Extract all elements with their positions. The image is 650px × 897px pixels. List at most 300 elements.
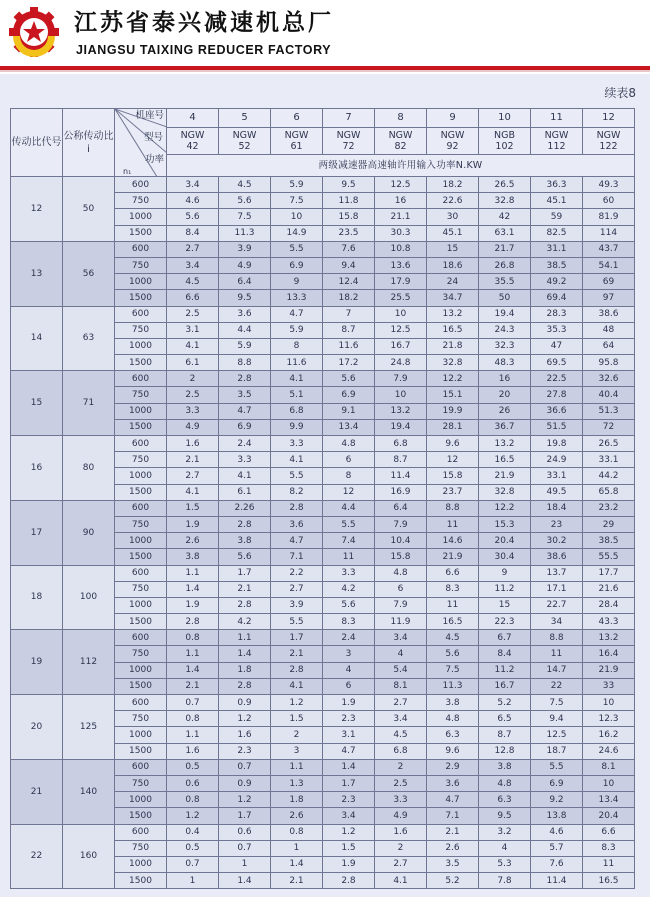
input-speed-cell: 1500 [115,484,167,500]
model-cell [427,128,479,155]
input-speed-cell: 1500 [115,743,167,759]
power-value-cell: 8.8 [219,355,271,371]
power-value-cell: 1.8 [219,662,271,678]
power-value-cell: 14.7 [531,662,583,678]
model-size: 61 [290,141,303,152]
power-value-cell: 2.7 [375,695,427,711]
power-value-cell: 32.6 [583,371,635,387]
power-value-cell: 4.8 [479,775,531,791]
model-cell [219,128,271,155]
power-value-cell: 11 [427,597,479,613]
power-value-cell: 5.5 [271,468,323,484]
power-value-cell: 21.1 [375,209,427,225]
power-value-cell: 32.8 [479,484,531,500]
power-value-cell: 24.9 [531,452,583,468]
frame-number-cell: 5 [219,109,271,128]
power-value-cell: 29 [583,516,635,532]
model-size: 52 [238,141,251,152]
power-value-cell: 6.8 [375,743,427,759]
ratio-code-header: 传动比代号 [11,109,63,177]
input-speed-cell: 750 [115,840,167,856]
power-value-cell: 9.5 [219,290,271,306]
model-cell [583,128,635,155]
power-value-cell: 2.8 [323,873,375,889]
power-value-cell: 1 [167,873,219,889]
power-value-cell: 18.6 [427,257,479,273]
power-value-cell: 51.5 [531,419,583,435]
power-value-cell: 33 [583,678,635,694]
power-value-cell: 6.9 [531,775,583,791]
power-value-cell: 1.7 [219,565,271,581]
power-value-cell: 0.8 [167,792,219,808]
power-value-cell: 50 [479,290,531,306]
power-value-cell: 47 [531,338,583,354]
model-cell [271,128,323,155]
power-value-cell: 10 [375,387,427,403]
power-value-cell: 21.8 [427,338,479,354]
power-value-cell: 2 [167,371,219,387]
power-value-cell: 16.7 [479,678,531,694]
power-value-cell: 97 [583,290,635,306]
power-value-cell: 19.4 [479,306,531,322]
power-value-cell: 11.4 [531,873,583,889]
input-speed-cell: 750 [115,452,167,468]
power-value-cell: 3 [271,743,323,759]
power-value-cell: 8.3 [583,840,635,856]
model-cell [323,128,375,155]
power-value-cell: 6.4 [375,500,427,516]
frame-number-cell: 12 [583,109,635,128]
power-value-cell: 17.9 [375,274,427,290]
model-series: NGW [596,130,621,141]
power-value-cell: 0.8 [271,824,323,840]
nominal-ratio-cell: 71 [63,371,115,436]
power-value-cell: 7.5 [427,662,479,678]
power-value-cell: 22.5 [531,371,583,387]
power-value-cell: 4.9 [167,419,219,435]
power-value-cell: 51.3 [583,403,635,419]
power-value-cell: 4.1 [167,484,219,500]
power-value-cell: 14.6 [427,533,479,549]
power-value-cell: 21.6 [583,581,635,597]
input-speed-cell: 1000 [115,856,167,872]
input-speed-cell: 1000 [115,533,167,549]
power-value-cell: 35.5 [479,274,531,290]
power-value-cell: 15 [479,597,531,613]
power-value-cell: 22 [531,678,583,694]
model-series: NGW [180,130,205,141]
power-value-cell: 20.4 [479,533,531,549]
power-value-cell: 6.7 [479,630,531,646]
power-value-cell: 13.6 [375,257,427,273]
power-value-cell: 9 [479,565,531,581]
power-value-cell: 12.8 [479,743,531,759]
power-value-cell: 12.4 [323,274,375,290]
power-value-cell: 21.9 [479,468,531,484]
power-value-cell: 7.9 [375,516,427,532]
power-value-cell: 69.4 [531,290,583,306]
power-value-cell: 63.1 [479,225,531,241]
frame-number-cell: 11 [531,109,583,128]
power-value-cell: 33.1 [531,468,583,484]
power-value-cell: 6.6 [583,824,635,840]
power-value-cell: 4.5 [167,274,219,290]
power-value-cell: 1 [219,856,271,872]
power-value-cell: 3.8 [427,695,479,711]
model-size: 72 [342,141,355,152]
power-value-cell: 4.1 [271,452,323,468]
power-value-cell: 11 [323,549,375,565]
power-value-cell: 23.2 [583,500,635,516]
power-value-cell: 4.7 [323,743,375,759]
power-value-cell: 4.1 [375,873,427,889]
table-row [11,630,635,646]
power-value-cell: 69.5 [531,355,583,371]
power-value-cell: 16.7 [375,338,427,354]
gear-star-logo-icon [8,6,60,58]
power-value-cell: 26.5 [583,436,635,452]
power-value-cell: 1.3 [271,775,323,791]
power-value-cell: 19.4 [375,419,427,435]
frame-number-cell: 4 [167,109,219,128]
input-speed-cell: 750 [115,646,167,662]
power-value-cell: 6.1 [167,355,219,371]
power-value-cell: 72 [583,419,635,435]
power-value-cell: 9.6 [427,436,479,452]
power-value-cell: 2.1 [219,581,271,597]
power-value-cell: 81.9 [583,209,635,225]
power-value-cell: 15 [427,241,479,257]
power-value-cell: 32.8 [427,355,479,371]
power-value-cell: 9.9 [271,419,323,435]
power-value-cell: 6.4 [219,274,271,290]
nominal-ratio-cell: 90 [63,500,115,565]
power-value-cell: 21.9 [427,549,479,565]
power-value-cell: 13.2 [427,306,479,322]
power-value-cell: 8.3 [323,614,375,630]
power-value-cell: 3.3 [167,403,219,419]
power-value-cell: 28.1 [427,419,479,435]
power-value-cell: 8.7 [375,452,427,468]
power-value-cell: 7.6 [531,856,583,872]
power-value-cell: 4.9 [219,257,271,273]
power-value-cell: 6.6 [167,290,219,306]
input-speed-cell: 1000 [115,274,167,290]
table-row [11,565,635,581]
power-value-cell: 18.2 [427,177,479,193]
power-value-cell: 30.4 [479,549,531,565]
power-value-cell: 6.3 [427,727,479,743]
power-value-cell: 2.7 [271,581,323,597]
power-value-cell: 16.5 [427,322,479,338]
power-value-cell: 7.1 [427,808,479,824]
power-value-cell: 15.1 [427,387,479,403]
power-value-cell: 49.3 [583,177,635,193]
power-value-cell: 3.9 [271,597,323,613]
power-value-cell: 2.8 [219,678,271,694]
input-speed-cell: 1000 [115,403,167,419]
power-value-cell: 26.8 [479,257,531,273]
input-speed-cell: 750 [115,581,167,597]
frame-number-cell: 10 [479,109,531,128]
company-name-chinese: 江苏省泰兴减速机总厂 [74,10,334,36]
nominal-ratio-cell: 100 [63,565,115,630]
power-value-cell: 11.2 [479,581,531,597]
power-value-cell: 2.8 [271,662,323,678]
power-value-cell: 0.5 [167,840,219,856]
power-value-cell: 3.4 [167,177,219,193]
power-value-cell: 22.3 [479,614,531,630]
power-value-cell: 14.9 [271,225,323,241]
power-value-cell: 114 [583,225,635,241]
power-value-cell: 64 [583,338,635,354]
power-value-cell: 2.3 [219,743,271,759]
power-value-cell: 40.4 [583,387,635,403]
power-value-cell: 13.2 [583,630,635,646]
power-value-cell: 23 [531,516,583,532]
power-value-cell: 4.9 [375,808,427,824]
power-value-cell: 1.4 [167,662,219,678]
ratio-code-cell: 21 [11,759,63,824]
power-value-cell: 55.5 [583,549,635,565]
power-value-cell: 1.5 [271,711,323,727]
power-value-cell: 9.5 [479,808,531,824]
input-speed-cell: 600 [115,177,167,193]
power-value-cell: 5.4 [375,662,427,678]
power-value-cell: 4.7 [271,533,323,549]
power-value-cell: 6.3 [479,792,531,808]
frame-number-cell: 8 [375,109,427,128]
power-value-cell: 9.1 [323,403,375,419]
power-value-cell: 2.7 [167,241,219,257]
power-value-cell: 2.3 [323,792,375,808]
power-value-cell: 11 [531,646,583,662]
power-value-cell: 2.8 [271,500,323,516]
power-value-cell: 0.7 [167,856,219,872]
power-value-cell: 59 [531,209,583,225]
power-value-cell: 5.7 [531,840,583,856]
power-value-cell: 34.7 [427,290,479,306]
input-speed-cell: 1500 [115,290,167,306]
power-value-cell: 3.4 [375,630,427,646]
power-value-cell: 8.2 [271,484,323,500]
input-speed-cell: 1500 [115,419,167,435]
power-value-cell: 5.9 [219,338,271,354]
power-value-cell: 12.5 [375,177,427,193]
input-speed-cell: 600 [115,500,167,516]
table-row [11,371,635,387]
power-value-cell: 3.3 [219,452,271,468]
power-value-cell: 6 [323,452,375,468]
power-value-cell: 0.8 [167,630,219,646]
power-value-cell: 5.9 [271,322,323,338]
ratio-code-cell: 20 [11,695,63,760]
power-value-cell: 1.2 [219,711,271,727]
ratio-code-cell: 19 [11,630,63,695]
ratio-code-cell: 17 [11,500,63,565]
power-value-cell: 0.7 [219,759,271,775]
power-value-cell: 1.9 [323,695,375,711]
power-value-cell: 1.9 [167,516,219,532]
power-value-cell: 3.4 [323,808,375,824]
power-value-cell: 16.9 [375,484,427,500]
power-value-cell: 12.5 [531,727,583,743]
nominal-ratio-header: 公称传动比i [63,109,115,177]
power-value-cell: 1.2 [271,695,323,711]
power-rating-table [10,108,635,889]
power-value-cell: 6.9 [271,257,323,273]
power-value-cell: 6.8 [271,403,323,419]
power-value-cell: 11.9 [375,614,427,630]
input-speed-cell: 1000 [115,727,167,743]
power-value-cell: 1.1 [167,646,219,662]
power-value-cell: 26 [479,403,531,419]
ratio-code-cell: 22 [11,824,63,889]
power-value-cell: 1.2 [323,824,375,840]
power-value-cell: 12 [427,452,479,468]
power-value-cell: 5.2 [427,873,479,889]
power-value-cell: 2.8 [219,516,271,532]
input-speed-cell: 750 [115,387,167,403]
power-value-cell: 19.8 [531,436,583,452]
model-size: 42 [186,141,199,152]
input-speed-cell: 1000 [115,468,167,484]
model-series: NGW [336,130,361,141]
power-value-cell: 3.4 [167,257,219,273]
power-value-cell: 6 [375,581,427,597]
power-value-cell: 11.6 [271,355,323,371]
power-value-cell: 4.2 [323,581,375,597]
power-value-cell: 36.7 [479,419,531,435]
ratio-code-cell: 16 [11,436,63,501]
power-value-cell: 4.8 [375,565,427,581]
power-value-cell: 5.5 [531,759,583,775]
power-value-cell: 4 [375,646,427,662]
input-speed-cell: 1500 [115,355,167,371]
power-value-cell: 9.4 [323,257,375,273]
power-value-cell: 4.1 [271,371,323,387]
input-speed-cell: 1500 [115,873,167,889]
power-value-cell: 1.7 [323,775,375,791]
power-value-cell: 4.4 [323,500,375,516]
power-value-cell: 13.8 [531,808,583,824]
power-value-cell: 2.1 [271,873,323,889]
table-row [11,306,635,322]
power-value-cell: 16.5 [427,614,479,630]
power-value-cell: 10 [583,695,635,711]
model-cell [375,128,427,155]
power-value-cell: 24.6 [583,743,635,759]
table-row [11,177,635,193]
power-value-cell: 11.3 [427,678,479,694]
power-value-cell: 11.8 [323,193,375,209]
power-value-cell: 3.8 [219,533,271,549]
model-cell [531,128,583,155]
power-value-cell: 49.2 [531,274,583,290]
page-header [0,0,650,62]
power-value-cell: 2.9 [427,759,479,775]
power-value-cell: 8 [323,468,375,484]
nominal-ratio-cell: 112 [63,630,115,695]
power-value-cell: 32.3 [479,338,531,354]
power-value-cell: 2.7 [167,468,219,484]
power-value-cell: 44.2 [583,468,635,484]
nominal-ratio-cell: 160 [63,824,115,889]
power-value-cell: 9 [271,274,323,290]
power-value-cell: 16 [375,193,427,209]
power-value-cell: 4 [323,662,375,678]
power-value-cell: 16.4 [583,646,635,662]
power-value-cell: 3.3 [375,792,427,808]
power-value-cell: 4.5 [427,630,479,646]
power-value-cell: 38.6 [583,306,635,322]
nominal-ratio-cell: 125 [63,695,115,760]
power-value-cell: 0.9 [219,695,271,711]
power-value-cell: 1.9 [323,856,375,872]
power-value-cell: 1.2 [219,792,271,808]
model-series: NGW [388,130,413,141]
power-value-cell: 1.4 [167,581,219,597]
power-value-cell: 2.1 [167,452,219,468]
power-value-cell: 19.9 [427,403,479,419]
power-value-cell: 5.5 [323,516,375,532]
power-value-cell: 16 [479,371,531,387]
ratio-code-cell: 13 [11,241,63,306]
power-value-cell: 0.4 [167,824,219,840]
power-value-cell: 20.4 [583,808,635,824]
power-value-cell: 5.6 [323,371,375,387]
power-value-cell: 0.7 [219,840,271,856]
input-speed-cell: 750 [115,775,167,791]
power-value-cell: 2.6 [271,808,323,824]
table-continued-label: 续表8 [604,86,636,100]
input-speed-cell: 750 [115,516,167,532]
power-value-cell: 17.7 [583,565,635,581]
frame-number-cell: 9 [427,109,479,128]
input-speed-cell: 600 [115,695,167,711]
power-value-cell: 11.3 [219,225,271,241]
power-value-cell: 8.8 [531,630,583,646]
table-row [11,241,635,257]
power-value-cell: 5.1 [271,387,323,403]
power-value-cell: 7.6 [323,241,375,257]
power-value-cell: 38.5 [531,257,583,273]
power-value-cell: 10.4 [375,533,427,549]
power-value-cell: 9.6 [427,743,479,759]
power-value-cell: 8.1 [375,678,427,694]
input-speed-cell: 1000 [115,597,167,613]
power-value-cell: 1.7 [271,630,323,646]
power-value-cell: 33.1 [583,452,635,468]
power-value-cell: 82.5 [531,225,583,241]
power-value-cell: 1.4 [323,759,375,775]
ratio-code-cell: 18 [11,565,63,630]
power-value-cell: 2.7 [375,856,427,872]
power-value-cell: 18.4 [531,500,583,516]
power-value-cell: 32.8 [479,193,531,209]
diag-model-label: 型号 [143,132,163,143]
power-value-cell: 6.1 [219,484,271,500]
power-value-cell: 20 [479,387,531,403]
power-value-cell: 7.5 [531,695,583,711]
frame-number-cell: 7 [323,109,375,128]
power-value-cell: 8.4 [479,646,531,662]
power-value-cell: 11 [583,856,635,872]
power-value-cell: 2.5 [375,775,427,791]
power-value-cell: 17.1 [531,581,583,597]
input-speed-cell: 600 [115,241,167,257]
diag-frame-label: 机座号 [135,110,164,121]
